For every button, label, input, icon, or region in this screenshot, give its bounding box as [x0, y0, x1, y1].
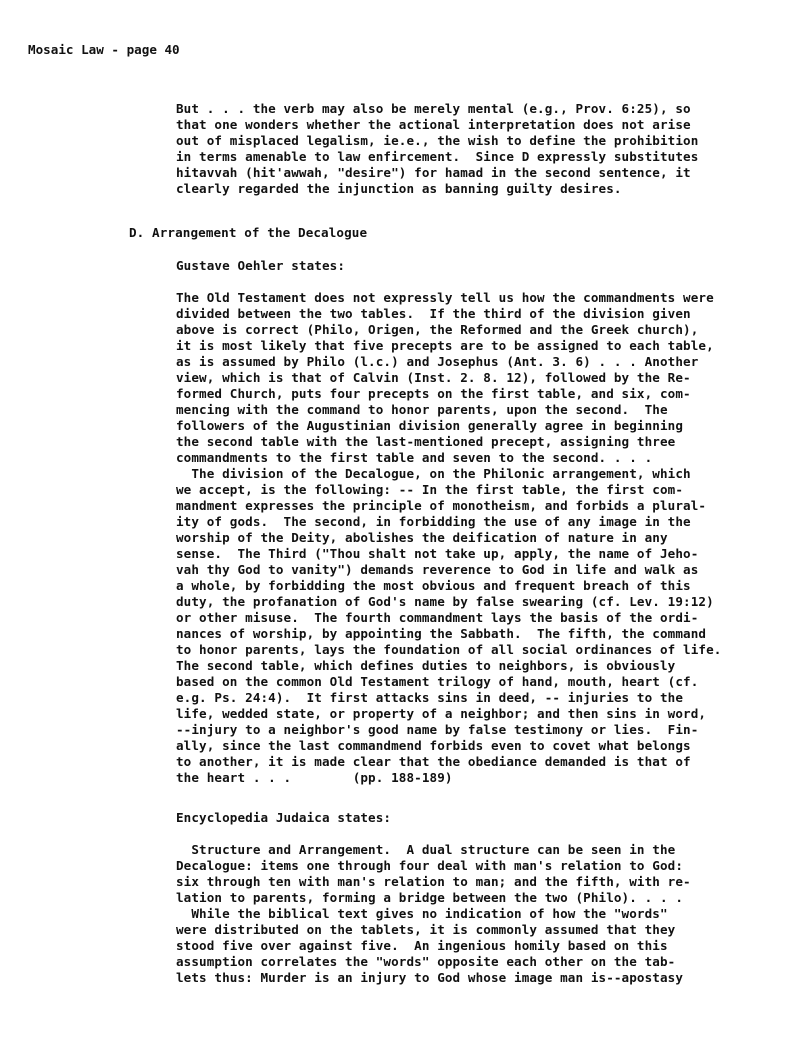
text-line: life, wedded state, or property of a neighbor; and then sins in word, — [176, 706, 707, 721]
text-line: followers of the Augustinian division generally agree in beginning — [176, 418, 684, 433]
text-line: it is most likely that five precepts are to be assigned to each table, — [176, 338, 714, 353]
text-line: a whole, by forbidding the most obvious and frequent breach of this — [176, 578, 691, 593]
text-line: in terms amenable to law enfircement. Since D expressly substitutes — [176, 149, 699, 164]
text-line: the heart . . . (pp. 188-189) — [176, 770, 453, 785]
text-line: worship of the Deity, abolishes the deification of nature in any — [176, 530, 668, 545]
text-line: sense. The Third ("Thou shalt not take up, apply, the name of Jeho- — [176, 546, 699, 561]
text-line: divided between the two tables. If the third of the division given — [176, 306, 691, 321]
judaica-intro: Encyclopedia Judaica states: — [176, 810, 392, 825]
text-line: based on the common Old Testament trilogy of hand, mouth, heart (cf. — [176, 674, 699, 689]
text-line: nances of worship, by appointing the Sabbath. The fifth, the command — [176, 626, 707, 641]
text-line: The Old Testament does not expressly tell us how the commandments were — [176, 290, 714, 305]
text-line: duty, the profanation of God's name by false swearing (cf. Lev. 19:12) — [176, 594, 714, 609]
text-line: --injury to a neighbor's good name by false testimony or lies. Fin- — [176, 722, 699, 737]
text-line: above is correct (Philo, Origen, the Reformed and the Greek church), — [176, 322, 699, 337]
text-line: But . . . the verb may also be merely mental (e.g., Prov. 6:25), so — [176, 101, 691, 116]
text-line: Decalogue: items one through four deal with man's relation to God: — [176, 858, 684, 873]
section-heading: D. Arrangement of the Decalogue — [129, 225, 368, 240]
text-line: we accept, is the following: -- In the first table, the first com- — [176, 482, 684, 497]
text-line: were distributed on the tablets, it is commonly assumed that they — [176, 922, 676, 937]
text-line: lets thus: Murder is an injury to God whose image man is--apostasy — [176, 970, 684, 985]
text-line: to honor parents, lays the foundation of all social ordinances of life. — [176, 642, 722, 657]
text-line: mandment expresses the principle of monotheism, and forbids a plural- — [176, 498, 707, 513]
text-line: or other misuse. The fourth commandment lays the basis of the ordi- — [176, 610, 699, 625]
text-line: stood five over against five. An ingenious homily based on this — [176, 938, 668, 953]
text-line: lation to parents, forming a bridge between the two (Philo). . . . — [176, 890, 684, 905]
text-line: to another, it is made clear that the obediance demanded is that of — [176, 754, 691, 769]
text-line: mencing with the command to honor parents, upon the second. The — [176, 402, 668, 417]
text-line: assumption correlates the "words" opposite each other on the tab- — [176, 954, 676, 969]
text-line: six through ten with man's relation to man; and the fifth, with re- — [176, 874, 691, 889]
text-line: clearly regarded the injunction as banning guilty desires. — [176, 181, 622, 196]
text-line: the second table with the last-mentioned precept, assigning three — [176, 434, 676, 449]
text-line: ally, since the last commandmend forbids even to covet what belongs — [176, 738, 691, 753]
text-line: Structure and Arrangement. A dual structure can be seen in the — [176, 842, 676, 857]
oehler-intro: Gustave Oehler states: — [176, 258, 346, 273]
text-line: out of misplaced legalism, ie.e., the wish to define the prohibition — [176, 133, 699, 148]
text-line: While the biblical text gives no indication of how the "words" — [176, 906, 668, 921]
text-line: The second table, which defines duties to neighbors, is obviously — [176, 658, 676, 673]
text-line: hitavvah (hit'awwah, "desire") for hamad in the second sentence, it — [176, 165, 691, 180]
text-line: that one wonders whether the actional interpretation does not arise — [176, 117, 691, 132]
text-line: as is assumed by Philo (l.c.) and Josephus (Ant. 3. 6) . . . Another — [176, 354, 699, 369]
text-line: commandments to the first table and seven to the second. . . . — [176, 450, 653, 465]
text-line: vah thy God to vanity") demands reverence to God in life and walk as — [176, 562, 699, 577]
text-line: formed Church, puts four precepts on the first table, and six, com- — [176, 386, 691, 401]
text-line: view, which is that of Calvin (Inst. 2. 8. 12), followed by the Re- — [176, 370, 691, 385]
text-line: The division of the Decalogue, on the Philonic arrangement, which — [176, 466, 691, 481]
page-header: Mosaic Law - page 40 — [28, 42, 180, 57]
text-line: ity of gods. The second, in forbidding the use of any image in the — [176, 514, 691, 529]
text-line: e.g. Ps. 24:4). It first attacks sins in deed, -- injuries to the — [176, 690, 684, 705]
